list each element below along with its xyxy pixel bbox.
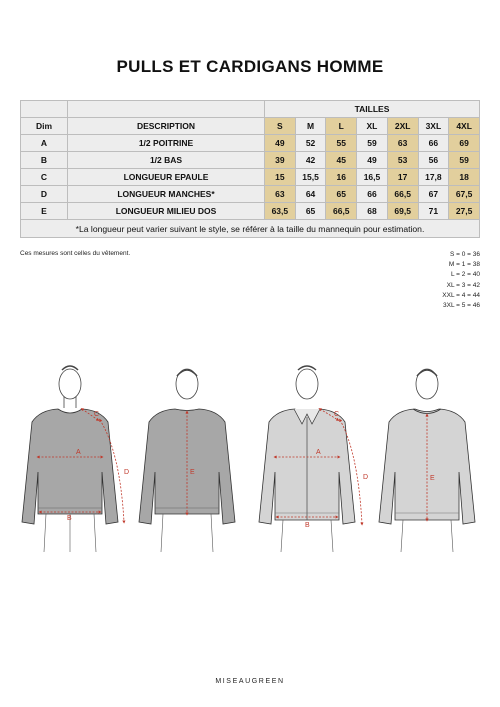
table-note-row (21, 220, 480, 238)
conversion-line: M = 1 = 38 (448, 261, 480, 269)
description-cell: LONGUEUR EPAULE (68, 169, 265, 186)
label-a: A (316, 449, 321, 456)
table-header-row (21, 101, 480, 118)
description-cell: 1/2 BAS (68, 152, 265, 169)
dim-cell: B (21, 152, 68, 169)
size-value-cell: 66 (357, 186, 388, 203)
label-d: D (124, 469, 130, 476)
size-value-cell: 39 (265, 152, 296, 169)
size-value-cell: 66,5 (326, 203, 357, 220)
description-header: DESCRIPTION (68, 118, 265, 135)
size-value-cell: 49 (357, 152, 388, 169)
table-row (21, 152, 480, 169)
size-value-cell: 55 (326, 135, 357, 152)
size-header: S (265, 118, 296, 135)
dim-cell: C (21, 169, 68, 186)
label-e: E (430, 475, 435, 482)
size-value-cell: 66 (418, 135, 449, 152)
size-value-cell: 56 (418, 152, 449, 169)
conversion-line: L = 2 = 40 (450, 271, 480, 279)
cardigan-back-figure (379, 369, 475, 552)
label-d: D (363, 474, 369, 481)
label-e: E (190, 469, 195, 476)
label-c: C (334, 411, 340, 418)
size-value-cell: 16,5 (357, 169, 388, 186)
label-c: C (94, 411, 100, 418)
size-value-cell: 59 (449, 152, 480, 169)
size-value-cell: 66,5 (387, 186, 418, 203)
size-value-cell: 65 (326, 186, 357, 203)
label-b: B (67, 515, 72, 522)
description-cell: LONGUEUR MILIEU DOS (68, 203, 265, 220)
size-value-cell: 67,5 (449, 186, 480, 203)
description-cell: LONGUEUR MANCHES* (68, 186, 265, 203)
size-value-cell: 63 (265, 186, 296, 203)
conversion-line: XXL = 4 = 44 (442, 291, 480, 299)
size-value-cell: 16 (326, 169, 357, 186)
table-row (21, 135, 480, 152)
size-value-cell: 15,5 (295, 169, 326, 186)
table-header-row (21, 118, 480, 135)
size-value-cell: 15 (265, 169, 296, 186)
description-cell: 1/2 POITRINE (68, 135, 265, 152)
size-value-cell: 45 (326, 152, 357, 169)
measurements-note: Ces mesures sont celles du vêtement. (20, 250, 131, 257)
table-row (21, 169, 480, 186)
size-header: 2XL (387, 118, 418, 135)
size-header: 4XL (449, 118, 480, 135)
size-value-cell: 64 (295, 186, 326, 203)
label-b: B (305, 522, 310, 529)
size-value-cell: 69 (449, 135, 480, 152)
size-value-cell: 49 (265, 135, 296, 152)
size-value-cell: 63,5 (265, 203, 296, 220)
blank-cell (68, 101, 265, 118)
size-value-cell: 18 (449, 169, 480, 186)
page-title: PULLS ET CARDIGANS HOMME (116, 57, 384, 76)
conversion-line: 3XL = 5 = 46 (443, 302, 480, 310)
tailles-header: TAILLES (265, 101, 480, 118)
size-value-cell: 69,5 (387, 203, 418, 220)
table-row (21, 203, 480, 220)
dim-header: Dim (21, 118, 68, 135)
size-value-cell: 67 (418, 186, 449, 203)
size-conversion-list (442, 250, 480, 311)
brand-logo: MISEAUGREEN (215, 678, 285, 685)
label-a: A (76, 449, 81, 456)
size-value-cell: 68 (357, 203, 388, 220)
size-header: M (295, 118, 326, 135)
size-value-cell: 52 (295, 135, 326, 152)
table-row (21, 186, 480, 203)
conversion-line: XL = 3 = 42 (446, 281, 480, 289)
size-value-cell: 63 (387, 135, 418, 152)
dim-cell: A (21, 135, 68, 152)
blank-cell (21, 101, 68, 118)
size-header: XL (357, 118, 388, 135)
garment-illustrations (20, 362, 480, 552)
dim-cell: E (21, 203, 68, 220)
size-value-cell: 71 (418, 203, 449, 220)
table-note: *La longueur peut varier suivant le style, se référer à la taille du mannequin pour estimation. (21, 220, 480, 238)
size-header: 3XL (418, 118, 449, 135)
size-value-cell: 17 (387, 169, 418, 186)
dim-cell: D (21, 186, 68, 203)
size-value-cell: 42 (295, 152, 326, 169)
size-value-cell: 65 (295, 203, 326, 220)
size-value-cell: 17,8 (418, 169, 449, 186)
sweater-back-figure (139, 369, 235, 552)
sweater-front-figure (22, 366, 129, 552)
size-header: L (326, 118, 357, 135)
size-table (20, 100, 480, 238)
size-value-cell: 27,5 (449, 203, 480, 220)
cardigan-front-figure (259, 366, 368, 552)
conversion-line: S = 0 = 36 (450, 251, 480, 258)
size-value-cell: 59 (357, 135, 388, 152)
size-value-cell: 53 (387, 152, 418, 169)
